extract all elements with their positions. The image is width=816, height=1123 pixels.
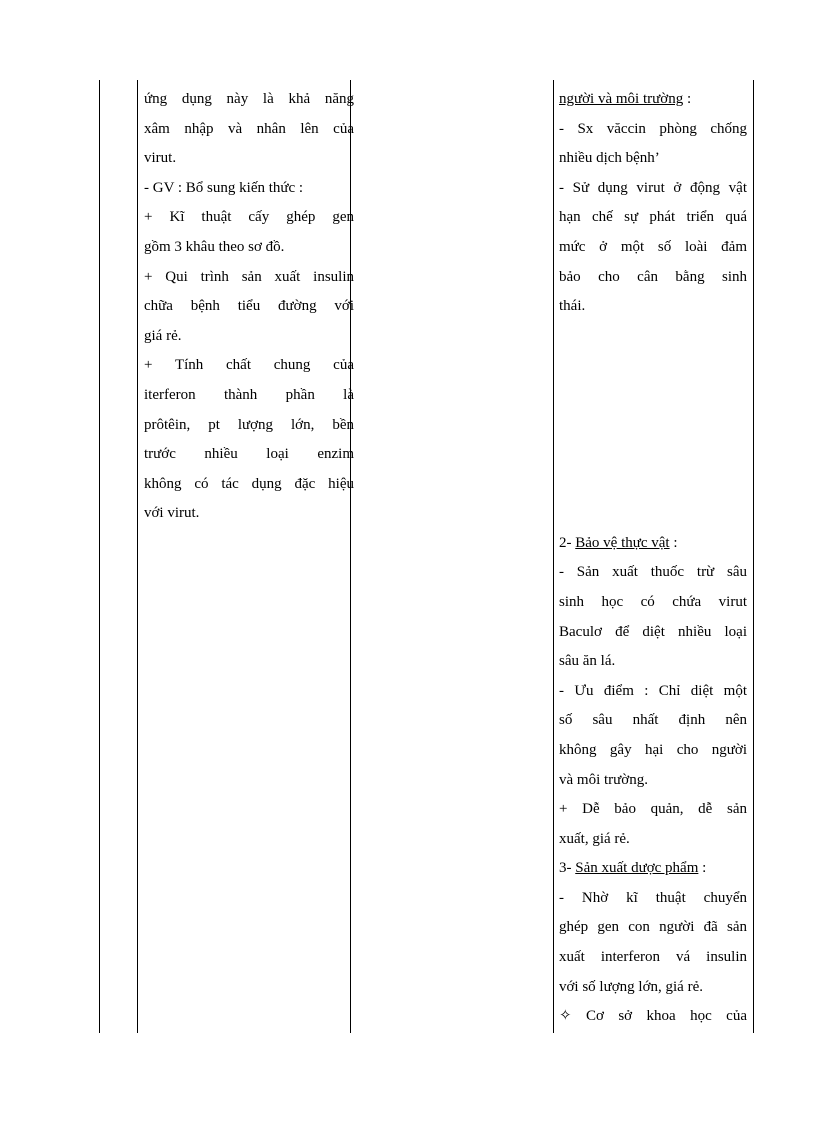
section2-number: 2- — [559, 534, 576, 551]
content-column — [559, 85, 747, 1032]
text-line: xâm nhập và nhân lên của — [144, 120, 354, 137]
text-line: sâu ăn lá. — [559, 653, 616, 670]
heading-colon: : — [683, 91, 692, 107]
text-line: xuất, giá rẻ. — [559, 830, 630, 847]
text-line: virut. — [144, 150, 177, 167]
text-line: hạn chế sự phát triển quá — [559, 209, 747, 226]
heading-colon: : — [698, 860, 707, 877]
text-line: + Tính chất chung của — [144, 357, 354, 374]
heading-colon: : — [669, 534, 678, 551]
text-line: mức ở một số loài đảm — [559, 238, 747, 255]
table-border-left-outer — [99, 80, 100, 1033]
text-line: - Sử dụng virut ở động vật — [559, 179, 747, 196]
section3-number: 3- — [559, 860, 576, 877]
text-line: ✧ Cơ sở khoa học của — [559, 1008, 747, 1025]
text-line: + Qui trình sản xuất insulin — [144, 268, 354, 285]
text-line: trước nhiều loại enzim — [144, 446, 354, 463]
text-line: - Sản xuất thuốc trừ sâu — [559, 564, 747, 581]
table-border-right-inner — [553, 80, 554, 1033]
text-line: Baculơ để diệt nhiều loại — [559, 623, 747, 640]
text-line: prôtêin, pt lượng lớn, bền — [144, 416, 354, 433]
text-line: không gây hại cho người — [559, 741, 747, 758]
text-line: với virut. — [144, 505, 200, 522]
teacher-activity-column — [144, 85, 354, 529]
text-line: giá rẻ. — [144, 327, 182, 344]
text-line: không có tác dụng đặc hiệu — [144, 475, 354, 492]
table-border-right-outer — [753, 80, 754, 1033]
text-line: xuất interferon vá insulin — [559, 949, 747, 966]
section3-heading — [559, 854, 747, 884]
text-line: ứng dụng này là khả năng — [144, 91, 354, 107]
text-line: iterferon thành phần là — [144, 386, 354, 403]
text-line: ghép gen con người đã sản — [559, 919, 747, 936]
section3-title: Sản xuất dược phẩm — [575, 860, 699, 877]
text-line: - Nhờ kĩ thuật chuyển — [559, 889, 747, 906]
text-line: và môi trường. — [559, 771, 648, 788]
text-line: gồm 3 khâu theo sơ đồ. — [144, 238, 285, 255]
text-line: số sâu nhất định nên — [559, 712, 747, 729]
text-line: thái. — [559, 298, 586, 315]
text-line: bảo cho cân bằng sinh — [559, 268, 747, 285]
text-line: chữa bệnh tiểu đường với — [144, 298, 354, 315]
text-line: với số lượng lớn, giá rẻ. — [559, 978, 703, 995]
section2-heading — [559, 529, 747, 559]
text-line: - Sx văccin phòng chống — [559, 120, 747, 137]
section2-title: Bảo vệ thực vật — [575, 534, 670, 551]
text-line: - Ưu điểm : Chỉ diệt một — [559, 682, 747, 699]
section1-heading-underlined: người và môi trường — [559, 91, 684, 107]
section1-heading-continued — [559, 85, 747, 115]
text-line: + Dễ bảo quản, dễ sản — [559, 801, 747, 818]
table-border-left-inner — [137, 80, 138, 1033]
text-line: - GV : Bổ sung kiến thức : — [144, 179, 304, 196]
blank-space — [559, 322, 747, 529]
text-line: + Kĩ thuật cấy ghép gen — [144, 209, 354, 226]
text-line: sinh học có chứa virut — [559, 593, 747, 610]
text-line: nhiều dịch bệnh’ — [559, 150, 660, 167]
